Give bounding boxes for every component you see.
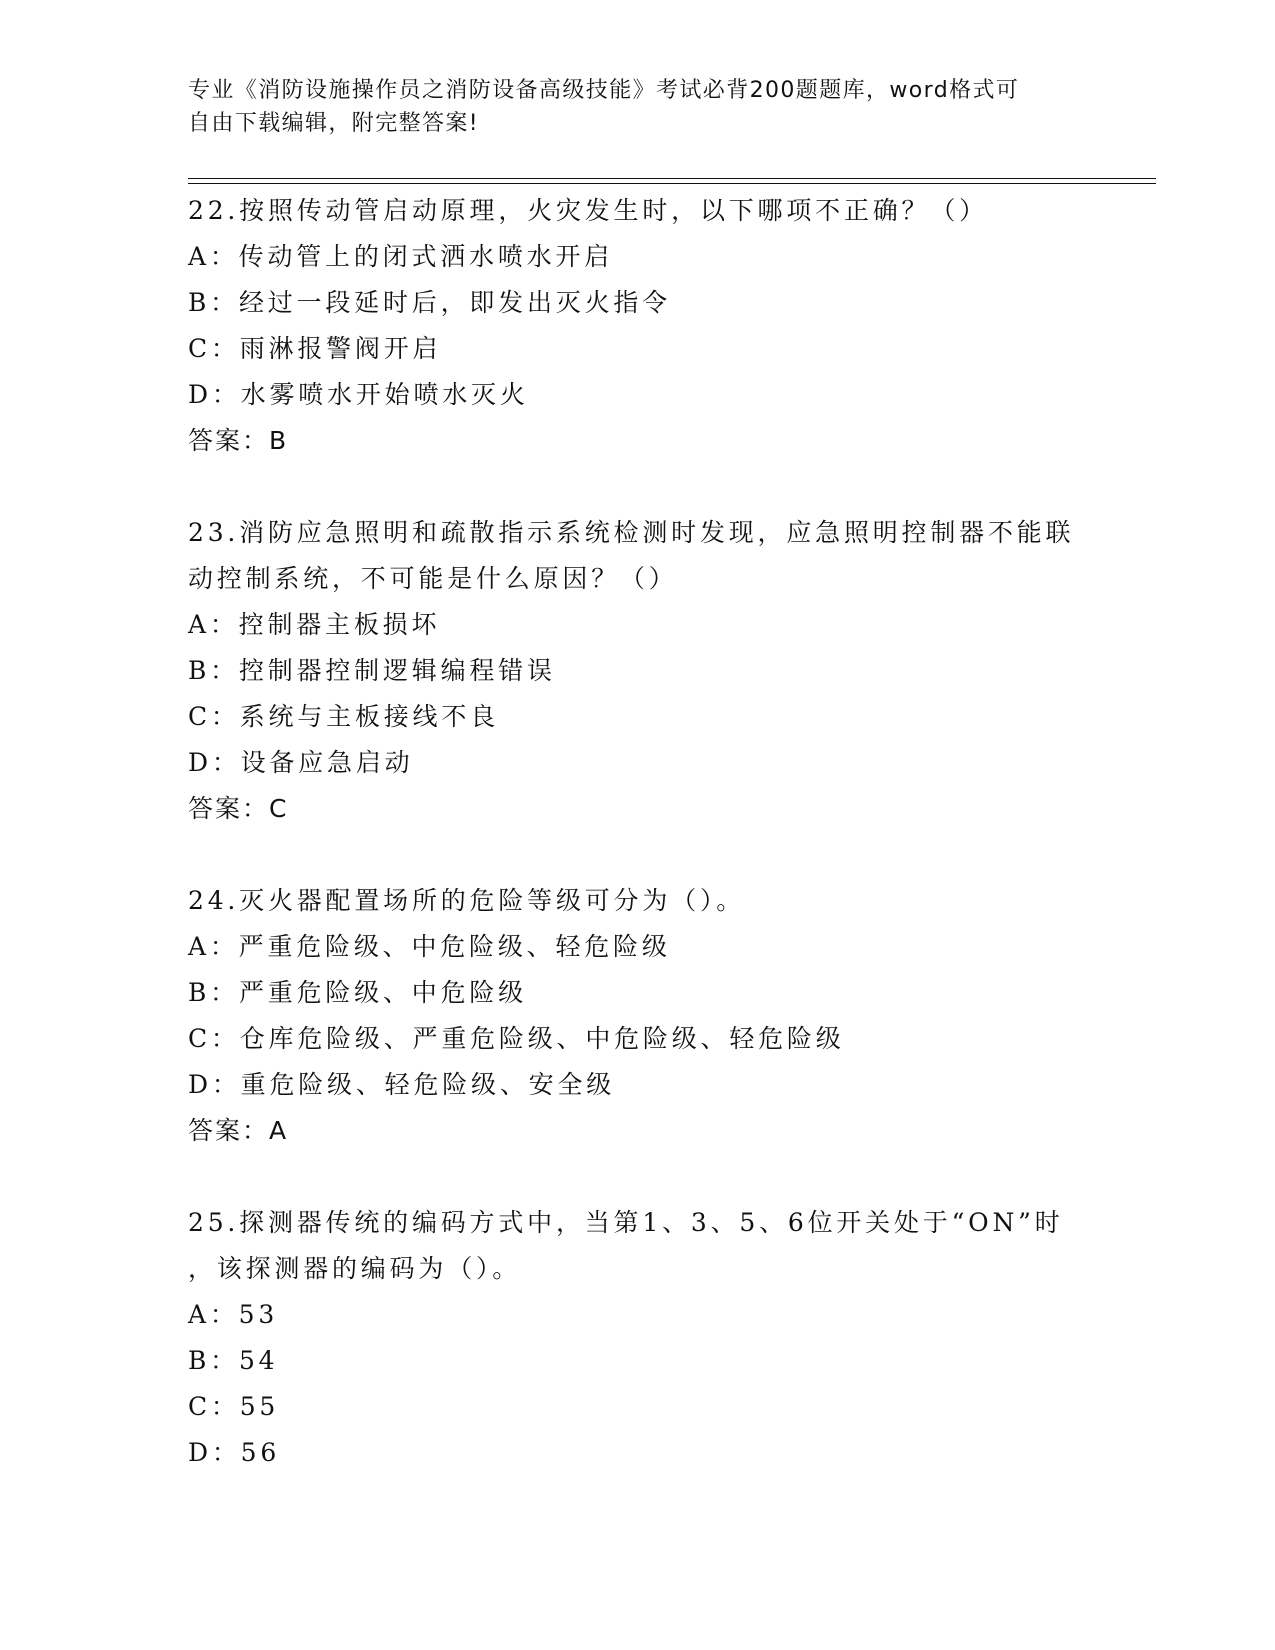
option-b: B：严重危险级、中危险级 [188, 978, 527, 1007]
option-c: C：仓库危险级、严重危险级、中危险级、轻危险级 [188, 1024, 845, 1053]
option-d: D：56 [188, 1438, 281, 1467]
header-divider-top [188, 178, 1156, 179]
option-a: A：53 [188, 1300, 279, 1329]
option-b: B：控制器控制逻辑编程错误 [188, 656, 556, 685]
document-header [188, 74, 1088, 140]
option-a: A：传动管上的闭式洒水喷水开启 [188, 242, 614, 271]
answer-line: 答案：A [188, 1116, 289, 1145]
question-stem: 25.探测器传统的编码方式中，当第1、3、5、6位开关处于“ON”时 [188, 1208, 1064, 1237]
question-stem-continued: ，该探测器的编码为（）。 [188, 1254, 522, 1283]
option-a: A：严重危险级、中危险级、轻危险级 [188, 932, 671, 961]
option-c: C：雨淋报警阀开启 [188, 334, 442, 363]
question-list [188, 188, 1088, 1476]
question-24 [188, 878, 1088, 1154]
option-b: B：54 [188, 1346, 279, 1375]
question-stem: 24.灭火器配置场所的危险等级可分为（）。 [188, 886, 746, 915]
option-a: A：控制器主板损坏 [188, 610, 441, 639]
option-c: C：系统与主板接线不良 [188, 702, 499, 731]
question-stem-continued: 动控制系统，不可能是什么原因？（） [188, 564, 678, 593]
question-22 [188, 188, 1088, 464]
header-line-1: 专业《消防设施操作员之消防设备高级技能》考试必背200题题库，word格式可 [188, 78, 1020, 103]
answer-line: 答案：B [188, 426, 289, 455]
question-25 [188, 1200, 1088, 1476]
option-d: D：重危险级、轻危险级、安全级 [188, 1070, 616, 1099]
question-23 [188, 510, 1088, 832]
answer-line: 答案：C [188, 794, 289, 823]
option-d: D：设备应急启动 [188, 748, 414, 777]
option-b: B：经过一段延时后，即发出灭火指令 [188, 288, 671, 317]
header-divider-bottom [188, 183, 1156, 184]
question-stem: 22.按照传动管启动原理，火灾发生时，以下哪项不正确？（） [188, 196, 988, 225]
header-line-2: 自由下载编辑，附完整答案! [188, 111, 480, 136]
question-stem: 23.消防应急照明和疏散指示系统检测时发现，应急照明控制器不能联 [188, 518, 1075, 547]
option-c: C：55 [188, 1392, 280, 1421]
option-d: D：水雾喷水开始喷水灭火 [188, 380, 529, 409]
